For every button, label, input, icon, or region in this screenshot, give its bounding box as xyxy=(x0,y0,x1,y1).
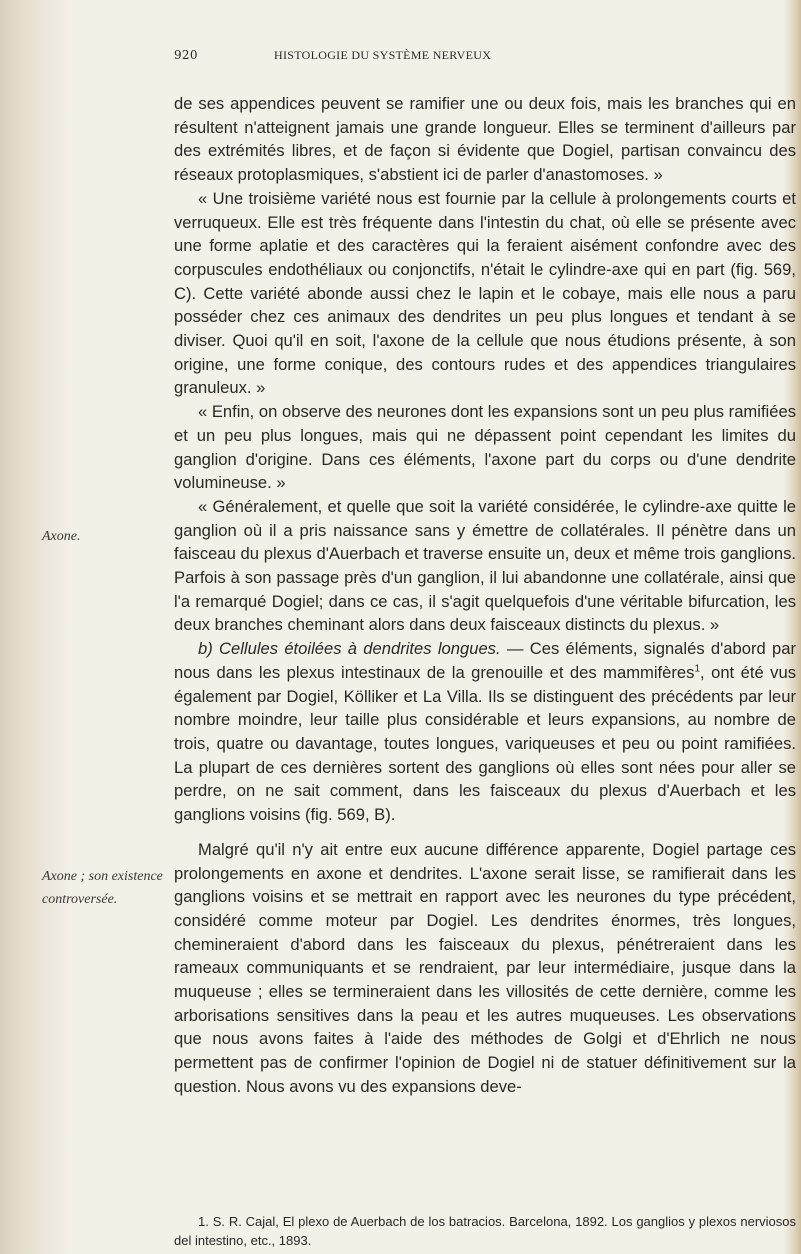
running-title: HISTOLOGIE DU SYSTÈME NERVEUX xyxy=(274,48,492,62)
paragraph-4: « Généralement, et quelle que soit la variété considérée, le cylindre-axe quitte le ganglion où il a pris naissance sans y émettre de collatérales. Il pénètre dans un faisceau du plexus d'Auerbach et traverse ensuite un, deux et même trois ganglions. Parfois à son passage près d'un ganglion, il lui abandonne une collatérale, ainsi que l'a remarqué Dogiel; dans ce cas, il s'agit quelquefois d'une véritable bifurcation, les deux branches cheminant alors dans deux faisceaux distincts du plexus. » xyxy=(174,496,796,635)
margin-note-axone: Axone. xyxy=(42,529,81,544)
paragraph-2: « Une troisième variété nous est fournie par la cellule à prolongements courts et verruqueux. Elle est très fréquente dans l'intestin du chat, où elle se présente avec une forme aplatie et des caractères qui la feraient aisément confondre avec des corpuscules endothéliaux ou conjonctifs, n'était le cylindre-axe qui en part (fig. 569, C). Cette variété abonde aussi chez le lapin et le cobaye, mais elle nous a paru posséder chez ces animaux des dendrites un peu plus longues et tendant à se diviser. Quoi qu'il en soit, l'axone de la cellule que nous étudions présente, à son origine, une forme conique, des contours rudes et des appendices triangulaires granuleux. » xyxy=(174,188,796,398)
paragraph-6: Malgré qu'il n'y ait entre eux aucune différence apparente, Dogiel partage ces prolongements en axone et dendrites. L'axone serait lisse, se ramifierait dans les ganglions voisins et se mettrait en rapport avec les neurones du type précédent, considéré comme moteur par Dogiel. Les dendrites énormes, très longues, chemineraient d'abord dans les faisceaux du plexus, pénétreraient dans les rameaux communiquants et se rendraient, par leur intermédiaire, jusque dans la muqueuse ; elles se termineraient dans les villosités de cette dernière, comme les arborisations sensitives dans la peau et les autres muqueuses. Les observations que nous avons faites à l'aide des méthodes de Golgi et d'Ehrlich ne nous permettent pas de confirmer l'opinion de Dogiel ni de statuer définitivement sur la question. Nous avons vu des expansions deve- xyxy=(174,839,796,1096)
paragraph-3: « Enfin, on observe des neurones dont les expansions sont un peu plus ramifiées et un peu plus longues, mais qui ne dépassent point cependant les limites du ganglion d'origine. Dans ces éléments, l'axone part du corps ou d'une dendrite volumineuse. » xyxy=(174,402,796,493)
footnote xyxy=(174,1212,796,1250)
paragraph-5 xyxy=(174,637,796,827)
footnote-1: 1. S. R. Cajal, El plexo de Auerbach de los batracios. Barcelona, 1892. Los ganglios y plexos nerviosos del intestino, etc., 1893. xyxy=(174,1214,796,1248)
body-text xyxy=(174,92,796,1099)
footnote-ref: 1 xyxy=(694,663,700,675)
paragraph-5-text-a: — Ces éléments, signalés d'abord par nous dans les plexus intestinaux de la grenouille et des mammifères xyxy=(174,639,796,682)
section-heading-b: b) Cellules étoilées à dendrites longues. xyxy=(198,639,501,659)
page-left-edge xyxy=(0,0,70,1254)
paragraph-5-text-b: , ont été vus également par Dogiel, Kölliker et La Villa. Ils se distinguent des précédents par leur nombre moindre, leur taille plus considérable et leurs expansions, au nombre de trois, quatre ou davantage, toutes longues, variqueuses et peu ou point ramifiées. La plupart de ces dernières sortent des ganglions où elles sont nées pour aller se perdre, on ne sait comment, dans les faisceaux du plexus d'Auerbach et les ganglions voisins (fig. 569, B). xyxy=(174,662,796,825)
paragraph-1: de ses appendices peuvent se ramifier une ou deux fois, mais les branches qui en résultent n'atteignent jamais une grande longueur. Elles se terminent d'ailleurs par des extrémités libres, et de façon si évidente que Dogiel, partisan convaincu des réseaux protoplasmiques, s'abstient ici de parler d'anastomoses. » xyxy=(174,94,796,185)
page-header xyxy=(174,48,734,68)
page-number: 920 xyxy=(174,48,198,62)
margin-note-axone-existence: Axone ; son existence controversée. xyxy=(42,869,163,907)
